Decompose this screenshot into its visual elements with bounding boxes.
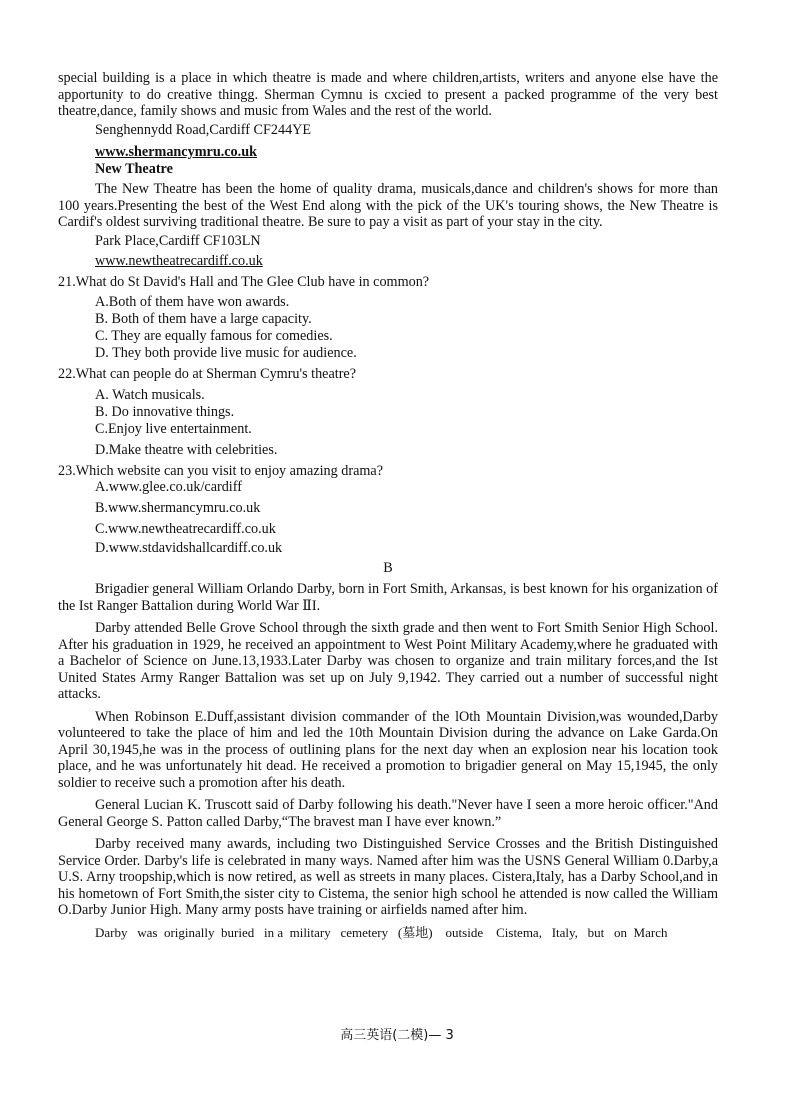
q21-option-c[interactable]: C. They are equally famous for comedies. <box>95 328 333 344</box>
new-theatre-description: The New Theatre has been the home of quality drama, musicals,dance and children's shows for more than 100 years.Presenting the best of the West End along with the pick of the UK's touring shows, the New Theatre is Cardif's oldest surviving traditional theatre. Be sure to pay a visit as part of your stay in the city. <box>58 181 718 230</box>
q23-option-c[interactable]: C.www.newtheatrecardiff.co.uk <box>95 521 276 537</box>
sherman-description: special building is a place in which theatre is made and where children,artists, writers and anyone else have the apportunity to do creative thingg. Sherman Cymnu is cxcied to present a packed programme of the very best theatre,dance, family shows and music from Wales and the rest of the world. <box>58 70 718 119</box>
section-b-paragraph-1: Brigadier general William Orlando Darby, born in Fort Smith, Arkansas, is best known for his organization of the Ist Ranger Battalion during World War ⅡI. <box>58 581 718 614</box>
question-21: 21.What do St David's Hall and The Glee Club have in common? <box>58 273 430 290</box>
new-theatre-website[interactable] <box>58 253 718 270</box>
q21-option-b[interactable]: B. Both of them have a large capacity. <box>95 311 312 327</box>
section-b-label: B <box>383 560 393 576</box>
q22-option-a[interactable]: A. Watch musicals. <box>95 386 205 403</box>
question-23: 23.Which website can you visit to enjoy amazing drama? <box>58 462 384 479</box>
q23-option-b[interactable]: B.www.shermancymru.co.uk <box>95 500 261 516</box>
new-theatre-website-link[interactable]: www.newtheatrecardiff.co.uk <box>95 253 263 269</box>
question-22: 22.What can people do at Sherman Cymru's theatre? <box>58 366 357 382</box>
section-b-paragraph-6: Darby was originally buried in a military cemetery (墓地) outside Cistema, Italy, but on March <box>95 924 668 940</box>
section-b-paragraph-3: When Robinson E.Duff,assistant division commander of the lOth Mountain Division,was wounded,Darby volunteered to take the place of him and led the 10th Mountain Division during the advance on Lake Garda.On April 30,1945,he was in the process of outlining plans for the next day when an explosion near his location took place, and he was unfortunately hit dead. He received a promotion to brigadier general on May 15,1945, the only soldier to receive such a promotion after his death. <box>58 708 718 791</box>
section-b-paragraph-2: Darby attended Belle Grove School through the sixth grade and then went to Fort Smith Senior High School. After his graduation in 1929, he received an appointment to West Point Military Academy,where he graduated with a Bachelor of Science on June.13,1933.Later Darby was chosen to organize and train military forces,and the Ist United States Army Ranger Battalion was set up on July 9,1942. They carried out a number of successful night attacks. <box>58 620 718 702</box>
q22-option-b[interactable]: B. Do innovative things. <box>95 403 235 420</box>
q22-option-d[interactable]: D.Make theatre with celebrities. <box>95 441 278 458</box>
sherman-address: Senghennydd Road,Cardiff CF244YE <box>95 121 312 138</box>
section-b-paragraph-5: Darby received many awards, including two Distinguished Service Crosses and the British Distinguished Service Order. Darby's life is celebrated in many ways. Named after him was the USNS General William 0.Darby,a U.S. Arny troopship,which is now retired, as well as streets in many places. Cistera,Italy, has a Darby School,and in his hometown of Fort Smith,the sister city to Cistema, the senior high school he attended is now called the William O.Darby Junior High. Many army posts have training or airfields named after him. <box>58 836 718 918</box>
page-content <box>58 70 718 941</box>
new-theatre-title: New Theatre <box>95 160 173 177</box>
section-b-paragraph-4: General Lucian K. Truscott said of Darby following his death."Never have I seen a more heroic officer."And General George S. Patton called Darby,“The bravest man I have ever known.” <box>58 797 718 830</box>
q23-option-d[interactable]: D.www.stdavidshallcardiff.co.uk <box>95 540 283 556</box>
q21-option-a[interactable]: A.Both of them have won awards. <box>95 294 290 310</box>
new-theatre-address: Park Place,Cardiff CF103LN <box>95 232 261 249</box>
q22-option-c[interactable]: C.Enjoy live entertainment. <box>95 420 252 437</box>
q23-option-a[interactable]: A.www.glee.co.uk/cardiff <box>95 479 242 495</box>
sherman-website-link[interactable]: www.shermancymru.co.uk <box>95 144 257 160</box>
q21-option-d[interactable]: D. They both provide live music for audience. <box>95 345 357 361</box>
page-footer: 高三英语(二模)— 3 <box>340 1028 454 1043</box>
sherman-website[interactable] <box>58 144 718 161</box>
